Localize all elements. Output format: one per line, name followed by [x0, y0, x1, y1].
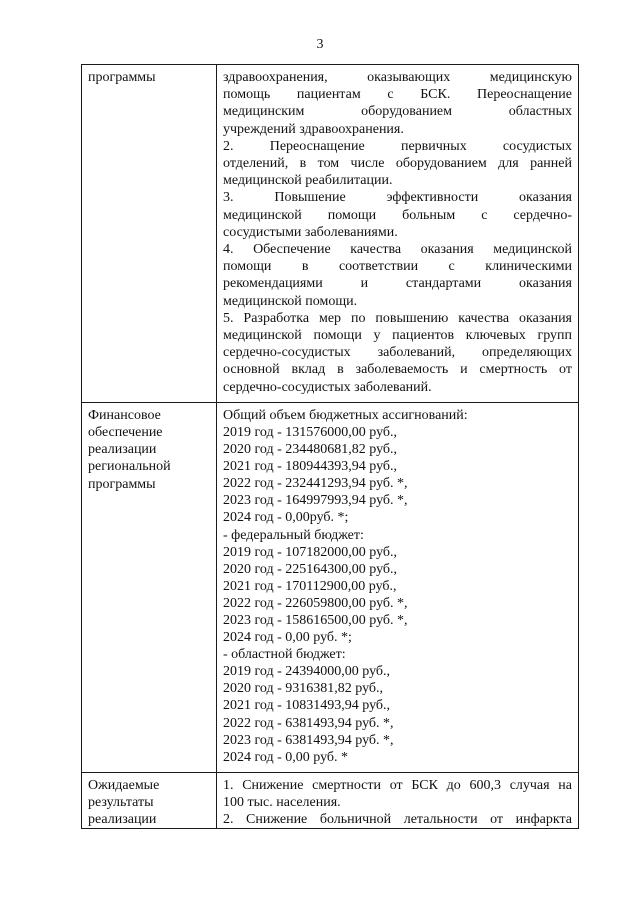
text-line: сосудистыми заболеваниями.	[223, 224, 398, 240]
budget-line: 2019 год - 24394000,00 руб.,	[223, 664, 391, 680]
text-line: медицинской помощи больным с сердечно-	[223, 207, 572, 223]
budget-line: 2022 год - 232441293,94 руб. *,	[223, 476, 408, 492]
label-line: результаты	[88, 795, 154, 811]
row-label-financing	[82, 402, 217, 772]
tasks-paragraph-1	[223, 69, 572, 138]
row-label-results	[82, 772, 217, 829]
budget-line: 2021 год - 170112900,00 руб.,	[223, 578, 397, 594]
text-line: здравоохранения, оказывающих медицинскую	[223, 70, 572, 85]
tasks-paragraph-4	[223, 241, 572, 310]
tasks-content	[217, 65, 579, 403]
label-line: Ожидаемые	[88, 777, 160, 793]
text-line: 4. Обеспечение качества оказания медицинской	[223, 242, 572, 258]
budget-line: 2023 год - 158616500,00 руб. *,	[223, 612, 408, 628]
label-line: обеспечение	[88, 425, 163, 441]
text-line: медицинской помощи у пациентов ключевых групп	[223, 328, 572, 344]
budget-line: 2020 год - 9316381,82 руб.,	[223, 681, 384, 697]
budget-line: 2021 год - 180944393,94 руб.,	[223, 459, 398, 475]
budget-line: 2019 год - 107182000,00 руб.,	[223, 544, 398, 560]
label-line: региональной	[88, 459, 171, 475]
budget-line: 2022 год - 226059800,00 руб. *,	[223, 595, 408, 611]
row-label-tasks	[82, 65, 217, 403]
text-line: 100 тыс. населения.	[223, 795, 341, 811]
page-number: 3	[316, 37, 324, 52]
label-line: программы	[88, 70, 156, 85]
text-line: 3. Повышение эффективности оказания	[223, 190, 572, 206]
text-line: 5. Разработка мер по повышению качества оказания	[223, 310, 572, 326]
label-line: Финансовое	[88, 407, 161, 423]
text-line: отделений, в том числе оборудованием для ранней	[223, 156, 572, 172]
federal-budget-heading: - федеральный бюджет:	[223, 527, 364, 543]
budget-total-heading: Общий объем бюджетных ассигнований:	[223, 407, 468, 423]
budget-line: 2020 год - 225164300,00 руб.,	[223, 561, 398, 577]
budget-line: 2022 год - 6381493,94 руб. *,	[223, 715, 394, 731]
table-row-tasks	[82, 65, 579, 403]
results-content	[217, 772, 579, 829]
tasks-paragraph-5	[223, 310, 572, 396]
text-line: медицинской помощи.	[223, 293, 358, 309]
table-row-results	[82, 772, 579, 829]
text-line: 2. Переоснащение первичных сосудистых	[223, 138, 572, 154]
budget-line: 2021 год - 10831493,94 руб.,	[223, 698, 391, 714]
text-line: учреждений здравоохранения.	[223, 121, 404, 137]
tasks-paragraph-3	[223, 189, 572, 241]
label-line: реализации	[88, 812, 157, 828]
label-line: реализации	[88, 442, 157, 458]
text-line: медицинским оборудованием областных	[223, 104, 572, 120]
budget-line: 2020 год - 234480681,82 руб.,	[223, 442, 398, 458]
regional-budget-heading: - областной бюджет:	[223, 647, 346, 663]
text-line: помощь пациентам с БСК. Переоснащение	[223, 87, 572, 103]
budget-line: 2023 год - 164997993,94 руб. *,	[223, 493, 408, 509]
text-line: основной вклад в заболеваемость и смертность от	[223, 362, 572, 378]
text-line: 1. Снижение смертности от БСК до 600,3 случая на	[223, 777, 572, 793]
budget-line: 2024 год - 0,00 руб. *	[223, 749, 349, 765]
text-line: помощи в соответствии с клиническими	[223, 259, 572, 275]
table-row-financing	[82, 402, 579, 772]
text-line: сердечно-сосудистых заболеваний, определяющих	[223, 345, 572, 361]
text-line: сердечно-сосудистых заболеваний.	[223, 379, 432, 395]
text-line: рекомендациями и стандартами оказания	[223, 276, 572, 292]
text-line: медицинской реабилитации.	[223, 173, 393, 189]
budget-line: 2019 год - 131576000,00 руб.,	[223, 424, 398, 440]
label-line: программы	[88, 476, 156, 492]
financing-content	[217, 402, 579, 772]
text-line: 2. Снижение больничной летальности от инфаркта	[223, 812, 572, 828]
budget-line: 2023 год - 6381493,94 руб. *,	[223, 732, 394, 748]
budget-line: 2024 год - 0,00 руб. *;	[223, 630, 352, 646]
tasks-paragraph-2	[223, 138, 572, 190]
passport-table	[81, 64, 579, 829]
budget-line: 2024 год - 0,00руб. *;	[223, 510, 349, 526]
